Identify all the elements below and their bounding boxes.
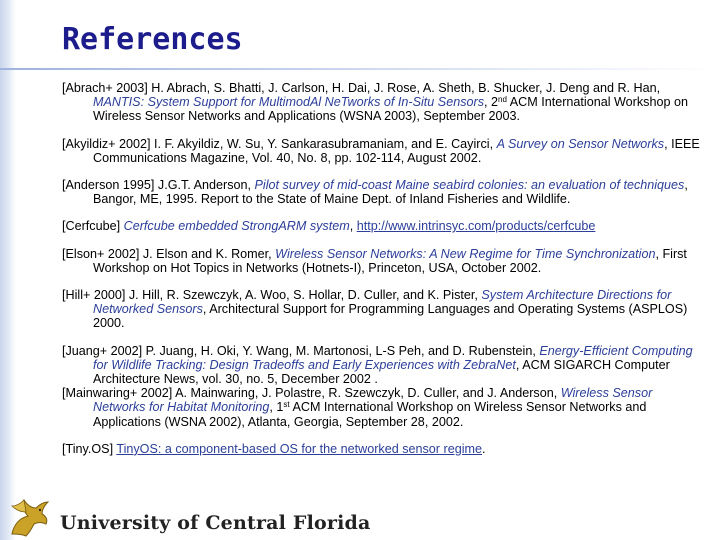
- reference-juang: [62, 344, 702, 387]
- reference-abrach: [62, 81, 702, 124]
- reference-text: [Akyildiz+ 2002] I. F. Akyildiz, W. Su, Y. Sankarasubramaniam, and E. Cayirci,: [62, 136, 497, 151]
- reference-title: Wireless Sensor Networks for Habitat Monitoring: [93, 386, 653, 415]
- reference-text: , IEEE Communications Magazine, Vol. 40, No. 8, pp. 102-114, August 2002.: [93, 136, 700, 165]
- reference-title: A Survey on Sensor Networks: [496, 136, 665, 151]
- reference-title: MANTIS: System Support for MultimodAl NeTworks of In-Situ Sensors: [93, 95, 484, 110]
- reference-title: Pilot survey of mid-coast Maine seabird colonies: an evaluation of techniques: [254, 178, 685, 193]
- reference-mainwaring: [62, 386, 702, 429]
- reference-text: [Mainwaring+ 2002] A. Mainwaring, J. Polastre, R. Szewczyk, D. Culler, and J. Anderson,: [62, 386, 561, 401]
- footer-university-name: University of Central Florida: [60, 512, 371, 534]
- reference-text: , Architectural Support for Programming Languages and Operating Systems (ASPLOS) 2000.: [93, 302, 688, 331]
- reference-text: ,: [349, 219, 357, 234]
- reference-text: .: [482, 441, 486, 456]
- ordinal-suffix: st: [283, 400, 290, 410]
- reference-text: [Cerfcube]: [62, 219, 124, 234]
- reference-text: [Tiny.OS]: [62, 441, 117, 456]
- reference-text: , Bangor, ME, 1995. Report to the State of Maine Dept. of Inland Fisheries and Wildlife.: [93, 178, 688, 207]
- reference-text: ACM International Workshop on Wireless Sensor Networks and Applications (WSNA 2003), September 2003.: [93, 95, 688, 124]
- reference-text: , 2: [484, 95, 499, 110]
- reference-anderson: [62, 178, 702, 206]
- reference-text: [Juang+ 2002] P. Juang, H. Oki, Y. Wang, M. Martonosi, L-S Peh, and D. Rubenstein,: [62, 343, 540, 358]
- reference-text: ACM International Workshop on Wireless Sensor Networks and Applications (WSNA 2002), Atlanta, Georgia, September 28, 2002.: [93, 400, 647, 429]
- reference-text: [Anderson 1995] J.G.T. Anderson,: [62, 178, 255, 193]
- reference-text: , 1: [269, 400, 284, 415]
- reference-title: Energy-Efficient Computing for Wildlife Tracking: Design Tradeoffs and Early Experiences with ZebraNet: [93, 343, 693, 372]
- reference-title: System Architecture Directions for Networked Sensors: [93, 288, 672, 317]
- reference-cerfcube: [62, 219, 702, 233]
- reference-title: Cerfcube embedded StrongARM system: [123, 219, 350, 234]
- reference-elson: [62, 247, 702, 275]
- cerfcube-link[interactable]: http://www.intrinsyc.com/products/cerfcube: [356, 219, 596, 234]
- slide-title: References: [62, 22, 243, 57]
- pegasus-logo-icon: [6, 494, 52, 540]
- reference-text: , First Workshop on Hot Topics in Networks (Hotnets-I), Princeton, USA, October 2002.: [93, 246, 687, 275]
- footer: [0, 490, 720, 540]
- reference-text: , ACM SIGARCH Computer Architecture News, vol. 30, no. 5, December 2002 .: [93, 357, 670, 387]
- reference-text: [Hill+ 2000] J. Hill, R. Szewczyk, A. Woo, S. Hollar, D. Culler, and K. Pister,: [62, 288, 482, 303]
- ordinal-suffix: nd: [498, 95, 507, 105]
- reference-text: [Abrach+ 2003] H. Abrach, S. Bhatti, J. Carlson, H. Dai, J. Rose, A. Sheth, B. Shucker, J. Deng and R. Han,: [62, 81, 661, 95]
- reference-list: [62, 81, 702, 469]
- reference-tinyos: [62, 442, 702, 456]
- reference-hill: [62, 288, 702, 331]
- reference-title: Wireless Sensor Networks: A New Regime for Time Synchronization: [275, 246, 656, 261]
- title-underline: [0, 68, 720, 70]
- left-accent-bar: [0, 0, 16, 540]
- reference-akyildiz: [62, 137, 702, 165]
- reference-text: [Elson+ 2002] J. Elson and K. Romer,: [62, 246, 276, 261]
- tinyos-link[interactable]: TinyOS: a component-based OS for the networked sensor regime: [116, 441, 482, 456]
